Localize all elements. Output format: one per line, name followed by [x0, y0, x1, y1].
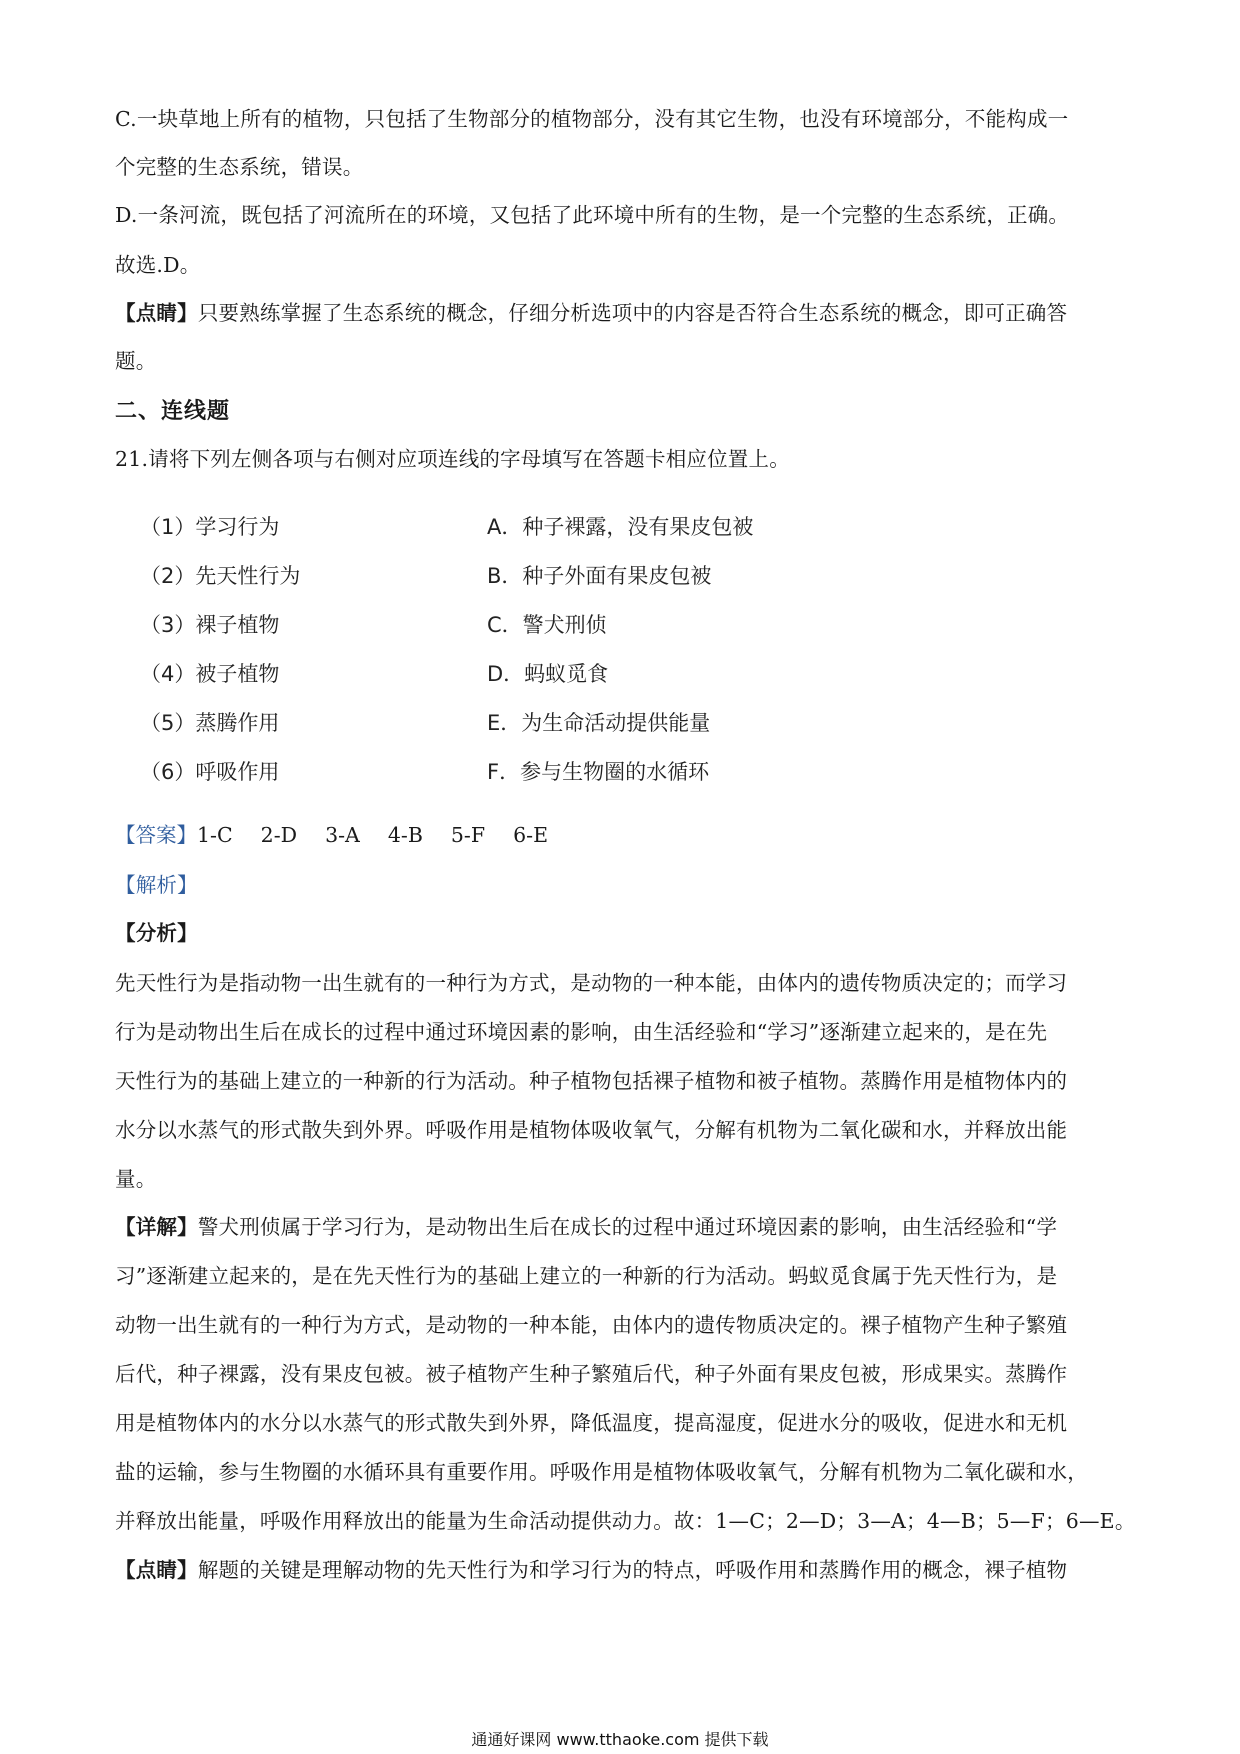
- text-line: 个完整的生态系统，错误。: [115, 155, 364, 179]
- match-right-item: B．种子外面有果皮包被: [487, 564, 712, 588]
- point-end-tag: 【点睛】: [115, 1558, 198, 1582]
- match-right-item: A．种子裸露，没有果皮包被: [487, 515, 754, 539]
- match-left-item: （2）先天性行为: [140, 564, 301, 588]
- answer-item: 2-D: [260, 823, 298, 847]
- section-heading: 二、连线题: [115, 398, 231, 424]
- answer-item: 3-A: [325, 823, 360, 847]
- point-end-paragraph: [115, 1555, 1067, 1585]
- answer-item: 5-F: [450, 823, 486, 847]
- answer-item: 6-E: [513, 823, 549, 847]
- match-right-item: E．为生命活动提供能量: [487, 711, 711, 735]
- match-right-item: F．参与生物圈的水循环: [487, 760, 710, 784]
- point-text: 只要熟练掌握了生态系统的概念，仔细分析选项中的内容是否符合生态系统的概念，即可正确答: [197, 301, 1068, 325]
- analysis-line: 水分以水蒸气的形式散失到外界。呼吸作用是植物体吸收氧气，分解有机物为二氧化碳和水，并释放出能: [115, 1118, 1068, 1142]
- match-right-item: C．警犬刑侦: [487, 613, 607, 637]
- analysis-line: 量。: [115, 1167, 157, 1191]
- analysis-subtag: 【分析】: [115, 921, 198, 945]
- detail-line: 用是植物体内的水分以水蒸气的形式散失到外界，降低温度，提高湿度，促进水分的吸收，促进水和无机: [115, 1411, 1068, 1435]
- answer-line: [115, 820, 576, 850]
- detail-text: 警犬刑侦属于学习行为，是动物出生后在成长的过程中通过环境因素的影响，由生活经验和“学: [197, 1215, 1058, 1239]
- match-left-item: （1）学习行为: [140, 515, 280, 539]
- text-line: 故选.D。: [115, 253, 201, 277]
- detail-line: 动物一出生就有的一种行为方式，是动物的一种本能，由体内的遗传物质决定的。裸子植物产生种子繁殖: [115, 1313, 1068, 1337]
- detail-paragraph: [115, 1212, 1057, 1242]
- analysis-line: 行为是动物出生后在成长的过程中通过环境因素的影响，由生活经验和“学习”逐渐建立起来的，是在先: [115, 1020, 1048, 1044]
- match-left-item: （4）被子植物: [140, 662, 280, 686]
- match-left-item: （6）呼吸作用: [140, 760, 280, 784]
- analysis-line: 先天性行为是指动物一出生就有的一种行为方式，是动物的一种本能，由体内的遗传物质决定的；而学习: [115, 971, 1068, 995]
- detail-tag: 【详解】: [115, 1215, 198, 1239]
- question-text: 21.请将下列左侧各项与右侧对应项连线的字母填写在答题卡相应位置上。: [115, 447, 790, 471]
- detail-line: 并释放出能量，呼吸作用释放出的能量为生命活动提供动力。故：1—C；2—D；3—A；4—B；5—F；6—E。: [115, 1509, 1136, 1533]
- point-end-text: 解题的关键是理解动物的先天性行为和学习行为的特点，呼吸作用和蒸腾作用的概念，裸子植物: [197, 1558, 1068, 1582]
- analysis-tag: 【解析】: [115, 873, 198, 897]
- match-left-item: （5）蒸腾作用: [140, 711, 280, 735]
- text-line: D.一条河流，既包括了河流所在的环境，又包括了此环境中所有的生物，是一个完整的生态系统，正确。: [115, 203, 1070, 227]
- match-right-item: D．蚂蚁觅食: [487, 662, 609, 686]
- detail-line: 盐的运输，参与生物圈的水循环具有重要作用。呼吸作用是植物体吸收氧气，分解有机物为二氧化碳和水，: [115, 1460, 1088, 1484]
- page-footer: 通通好课网 www.tthaoke.com 提供下载: [471, 1730, 769, 1749]
- detail-line: 后代，种子裸露，没有果皮包被。被子植物产生种子繁殖后代，种子外面有果皮包被，形成果实。蒸腾作: [115, 1362, 1068, 1386]
- point-tag: 【点睛】: [115, 301, 198, 325]
- answer-item: 4-B: [387, 823, 423, 847]
- match-left-item: （3）裸子植物: [140, 613, 280, 637]
- detail-line: 习”逐渐建立起来的，是在先天性行为的基础上建立的一种新的行为活动。蚂蚁觅食属于先天性行为，是: [115, 1264, 1058, 1288]
- text-line: C.一块草地上所有的植物，只包括了生物部分的植物部分，没有其它生物，也没有环境部分，不能构成一: [115, 107, 1069, 131]
- answer-tag: 【答案】: [115, 823, 197, 847]
- analysis-line: 天性行为的基础上建立的一种新的行为活动。种子植物包括裸子植物和被子植物。蒸腾作用是植物体内的: [115, 1069, 1068, 1093]
- answer-item: 1-C: [197, 823, 233, 847]
- text-line: 题。: [115, 349, 157, 373]
- point-paragraph: [115, 298, 1067, 328]
